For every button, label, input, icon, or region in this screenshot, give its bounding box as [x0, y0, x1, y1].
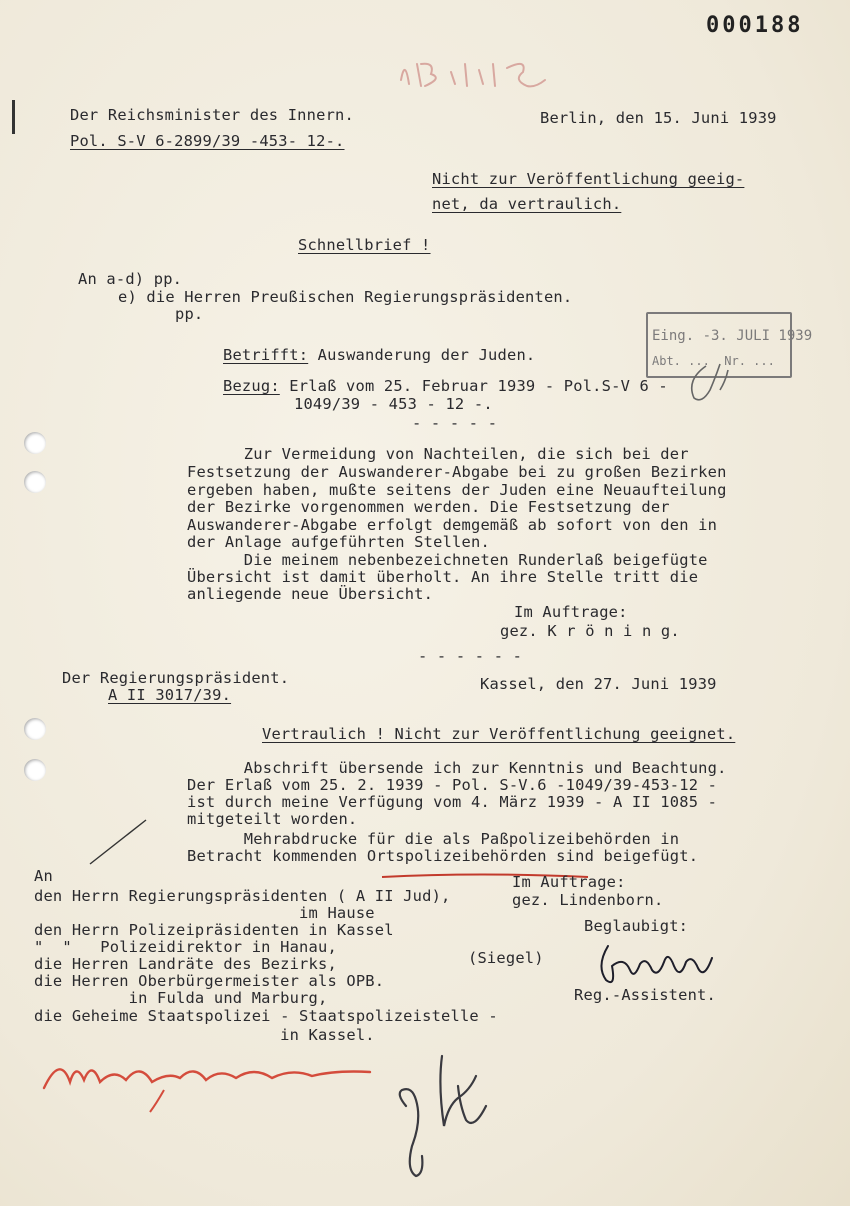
recipient-5b: in Fulda und Marburg,	[34, 989, 328, 1007]
recipient-3: " " Polizeidirektor in Hanau,	[34, 938, 337, 956]
body-line-4: der Bezirke vorgenommen werden. Die Festsetzung der	[187, 498, 670, 516]
express-letter-heading: Schnellbrief !	[298, 236, 431, 254]
recipient-5: die Herren Oberbürgermeister als OPB.	[34, 972, 385, 990]
signature-block-2-label: Im Auftrage:	[512, 873, 626, 891]
pencil-scribble	[676, 360, 736, 412]
body-line-8: Übersicht ist damit überholt. An ihre Stelle tritt die	[187, 568, 699, 586]
margin-mark	[12, 100, 15, 134]
reference-number: Pol. S-V 6-2899/39 -453- 12-.	[70, 132, 345, 150]
reference-text-2: 1049/39 - 453 - 12 -.	[294, 395, 493, 413]
body-line-9: anliegende neue Übersicht.	[187, 585, 434, 603]
body2-line-5: Mehrabdrucke für die als Paßpolizeibehörden in	[187, 830, 680, 848]
pencil-initials	[392, 1046, 512, 1190]
reference-label: Bezug:	[223, 377, 280, 395]
pencil-archive-mark	[395, 50, 565, 98]
body2-line-4: mitgeteilt worden.	[187, 810, 358, 828]
handwritten-signature	[594, 936, 724, 1000]
body-line-6: der Anlage aufgeführten Stellen.	[187, 533, 490, 551]
stamp-date: Eing. -3. JULI 1939	[652, 328, 813, 344]
body2-line-1: Abschrift übersende ich zur Kenntnis und Beachtung.	[187, 759, 727, 777]
sender: Der Reichsminister des Innern.	[70, 106, 354, 124]
reference-number-2: A II 3017/39.	[108, 686, 232, 704]
recipient-6b: in Kassel.	[34, 1026, 375, 1044]
signature-block-2-name: gez. Lindenborn.	[512, 891, 664, 909]
stamp-fields: Abt. ... Nr. ...	[652, 354, 775, 368]
red-pencil-handwriting	[40, 1038, 380, 1122]
punch-hole	[24, 471, 46, 493]
body-line-1: Zur Vermeidung von Nachteilen, die sich bei der	[187, 445, 689, 463]
body2-line-6: Betracht kommenden Ortspolizeibehörden sind beigefügt.	[187, 847, 699, 865]
address-line-3: pp.	[175, 305, 204, 323]
separator-1: - - - - -	[412, 414, 498, 432]
subject-label: Betrifft:	[223, 346, 309, 364]
body2-line-3: ist durch meine Verfügung vom 4. März 1939 - A II 1085 -	[187, 793, 718, 811]
body-line-5: Auswanderer-Abgabe erfolgt demgemäß ab sofort von den in	[187, 516, 718, 534]
body-line-2: Festsetzung der Auswanderer-Abgabe bei zu großen Bezirken	[187, 463, 727, 481]
subject-line	[223, 347, 535, 363]
punch-hole	[24, 759, 46, 781]
seal-placeholder: (Siegel)	[468, 949, 544, 967]
address-line-1: An a-d) pp.	[78, 270, 183, 288]
sender-2: Der Regierungspräsident.	[62, 669, 290, 687]
confidential-heading-2: Vertraulich ! Nicht zur Veröffentlichung geeignet.	[262, 725, 736, 743]
subject-text: Auswanderung der Juden.	[317, 346, 536, 364]
recipient-2: den Herrn Polizeipräsidenten in Kassel	[34, 921, 394, 939]
body-line-7: Die meinem nebenbezeichneten Runderlaß beigefügte	[187, 551, 708, 569]
punch-hole	[24, 718, 46, 740]
address-line-2: e) die Herren Preußischen Regierungspräsidenten.	[118, 288, 573, 306]
body2-line-2: Der Erlaß vom 25. 2. 1939 - Pol. S-V.6 -1049/39-453-12 -	[187, 776, 718, 794]
assistant-title: Reg.-Assistent.	[574, 986, 716, 1004]
confidential-note-line1: Nicht zur Veröffentlichung geeig-	[432, 170, 745, 188]
document-number: 000188	[706, 13, 804, 38]
reference-line	[223, 378, 668, 394]
place-date: Berlin, den 15. Juni 1939	[540, 109, 777, 127]
place-date-2: Kassel, den 27. Juni 1939	[480, 675, 717, 693]
punch-hole	[24, 432, 46, 454]
certified-label: Beglaubigt:	[584, 917, 689, 935]
pencil-slash	[86, 818, 150, 872]
recipient-an: An	[34, 867, 53, 885]
confidential-note-line2: net, da vertraulich.	[432, 195, 622, 213]
recipient-1: den Herrn Regierungspräsidenten ( A II Jud),	[34, 887, 451, 905]
reference-text-1: Erlaß vom 25. Februar 1939 - Pol.S-V 6 -	[289, 377, 668, 395]
separator-2: - - - - - -	[418, 647, 523, 665]
recipient-4: die Herren Landräte des Bezirks,	[34, 955, 337, 973]
recipient-6: die Geheime Staatspolizei - Staatspolizeistelle -	[34, 1007, 498, 1025]
recipient-1b: im Hause	[34, 904, 375, 922]
signature-block-1-label: Im Auftrage:	[514, 603, 628, 621]
body-line-3: ergeben haben, mußte seitens der Juden eine Neuaufteilung	[187, 481, 727, 499]
signature-block-1-name: gez. K r ö n i n g.	[500, 622, 680, 640]
